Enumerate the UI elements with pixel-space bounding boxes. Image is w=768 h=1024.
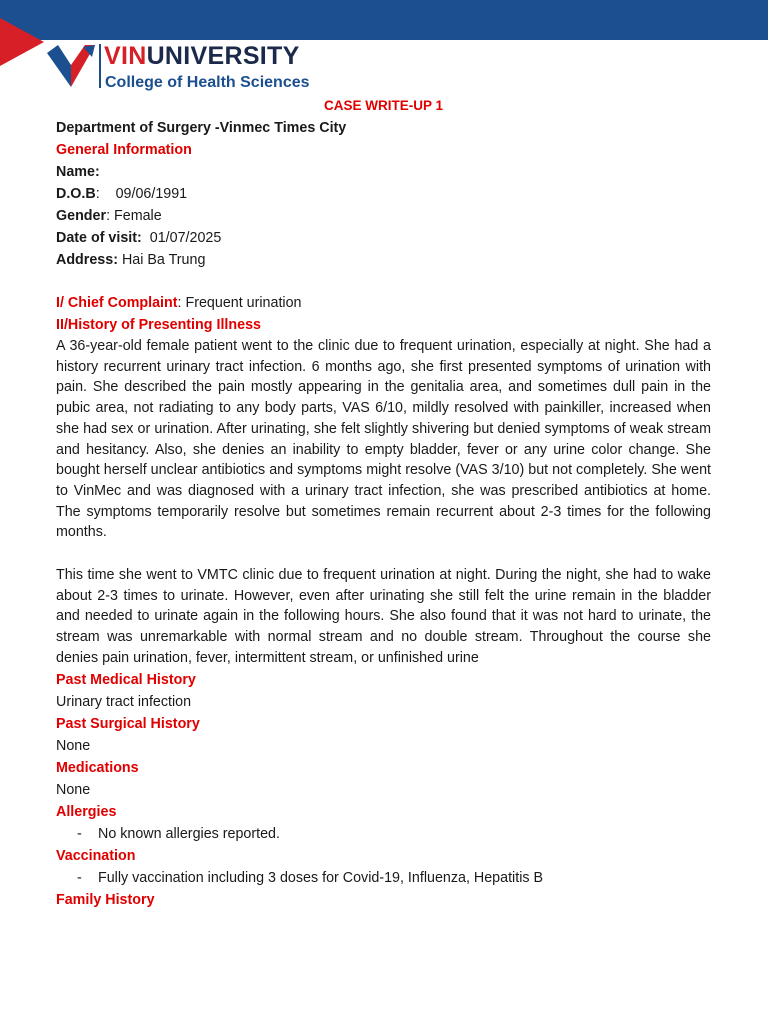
name-row [56,161,711,183]
name-label: Name: [56,164,100,180]
spacer [56,543,711,565]
hpi-heading: II/History of Presenting Illness [56,317,261,333]
vinuniversity-logo-icon [47,41,97,89]
visit-value: 01/07/2025 [141,230,222,246]
chief-complaint-value: : Frequent urination [177,295,302,311]
logo-vin: VIN [104,42,147,70]
vaccination-item: Fully vaccination including 3 doses for Covid-19, Influenza, Hepatitis B [98,869,544,886]
gender-row [56,205,711,227]
allergies-heading: Allergies [56,803,117,820]
header-band [0,0,768,40]
address-label: Address: [56,252,118,268]
chief-complaint-row [56,292,711,314]
document-title: CASE WRITE-UP 1 [323,98,443,113]
visit-row [56,227,711,249]
dob-label: D.O.B [56,186,96,202]
pmh-heading: Past Medical History [56,671,196,688]
visit-label: Date of visit: [56,230,142,246]
logo-subtitle: College of Health Sciences [105,74,310,91]
allergy-item: No known allergies reported. [98,825,280,842]
medications-value: None [56,781,91,798]
department-line: Department of Surgery -Vinmec Times City [56,120,347,136]
red-triangle-accent [0,18,44,66]
psh-value: None [56,737,91,754]
hpi-paragraph-2: This time she went to VMTC clinic due to frequent urination at night. During the night, she had to wake about 2-3 times to urinate. However, even after urinating she still felt the urine remain in the bladder and needed to urinate again in the following hours. She also found that it was not hard to urinate, the stream was unremarkable with normal stream and no double stream. Throughout the course she denies pain urination, fever, intermittent stream, or unfinished urine [56,567,711,666]
logo-divider [99,44,101,88]
bullet-dash: - [77,825,82,842]
general-info-heading: General Information [56,142,192,158]
vaccination-heading: Vaccination [56,847,136,864]
dob-value: : 09/06/1991 [95,186,188,202]
hpi-paragraph-1: A 36-year-old female patient went to the clinic due to frequent urination, especially at night. She had a history recurrent urinary tract infection. 6 months ago, she first presented symptoms of urination with pain. She described the pain mostly appearing in the genitalia area, and sometimes dull pain in the pubic area, not radiating to any body parts, VAS 6/10, mildly resolved with painkiller, increased when she had sex or urination. After urinating, she felt slightly shivering but denied symptoms of weak stream and hesitancy. Also, she denies an inability to empty bladder, fever or any urine color change. She bought herself unclear antibiotics and symptoms might resolve (VAS 3/10) but not completely. She went to VinMec and was diagnosed with a urinary tract infection, she was prescribed antibiotics at home. The symptoms temporarily resolve but sometimes remain recurrent about 2-3 times for the following months. [56,338,711,541]
gender-label: Gender [56,208,107,224]
spacer [56,271,711,292]
document-body [56,95,711,911]
logo-university: UNIVERSITY [146,42,300,70]
bullet-dash: - [77,869,82,886]
pmh-value: Urinary tract infection [56,693,192,710]
gender-value: : Female [106,208,162,224]
list-item [56,823,711,845]
psh-heading: Past Surgical History [56,715,200,732]
medications-heading: Medications [56,759,139,776]
family-history-heading: Family History [56,891,155,908]
address-value: Hai Ba Trung [117,252,206,268]
address-row [56,249,711,271]
logo-wordmark [104,42,300,70]
dob-row [56,183,711,205]
chief-complaint-label: I/ Chief Complaint [56,295,178,311]
list-item [56,867,711,889]
